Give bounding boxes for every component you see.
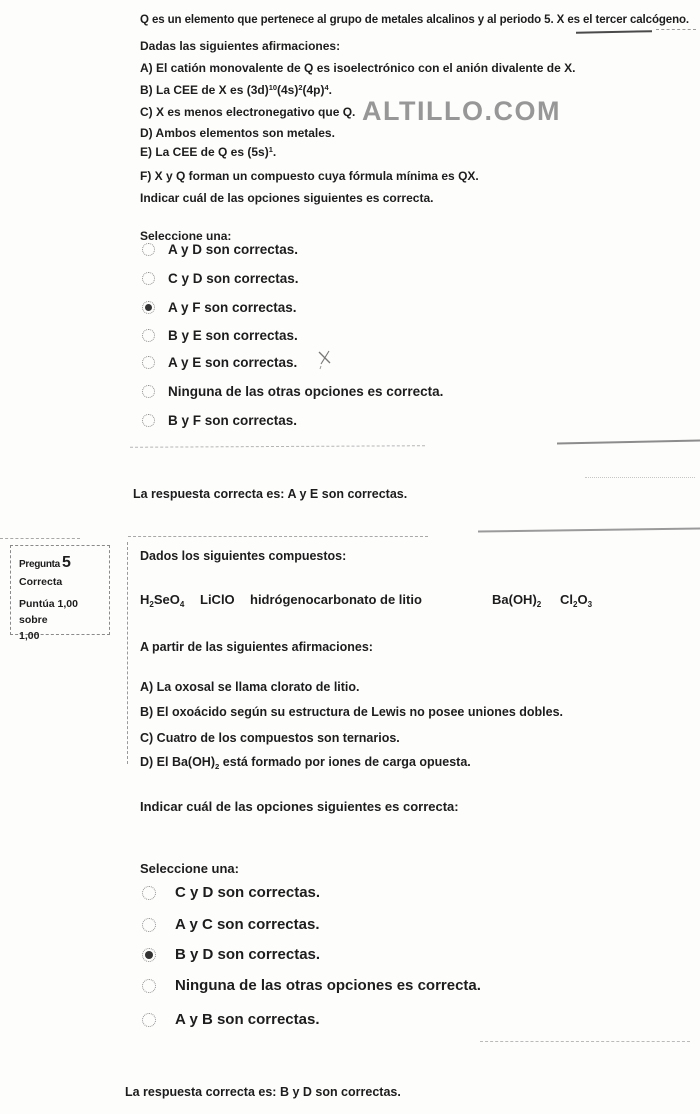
separator-line	[130, 445, 425, 448]
statement-d: D) El $Ba(OH)_2$ está formado por iones de carga opuesta.	[140, 755, 471, 771]
question-word: Pregunta	[19, 559, 60, 570]
question4-intro-text: Q es un elemento que pertenece al grupo de metales alcalinos y al periodo 5. X es el tercer calcógeno.	[140, 14, 690, 26]
compound-formula: hidrógenocarbonato de litio	[250, 592, 422, 607]
option-row[interactable]	[142, 384, 443, 399]
score-line1: Puntúa 1,00 sobre	[19, 598, 78, 626]
option-label: A y C son correctas.	[175, 916, 320, 933]
option-label: B y D son correctas.	[175, 946, 321, 963]
radio-icon[interactable]	[142, 886, 156, 900]
compound-formula: $Ba(OH)_2$	[492, 592, 542, 609]
pencil-underline-tail-mark	[656, 29, 696, 30]
option-label: C y D son correctas.	[175, 884, 321, 901]
question5-indicar-text: Indicar cuál de las opciones siguientes es correcta:	[140, 799, 459, 814]
statement-f: F) X y Q forman un compuesto cuya fórmula mínima es QX.	[140, 169, 479, 183]
radio-icon[interactable]	[142, 385, 155, 398]
option-row[interactable]	[142, 328, 298, 343]
option-row[interactable]	[142, 977, 481, 994]
radio-icon[interactable]	[142, 272, 155, 285]
option-row[interactable]	[142, 242, 298, 257]
question4-dadas-text: Dadas las siguientes afirmaciones:	[140, 39, 341, 53]
statement-b: B) La CEE de X es $(3d)^{10}(4s)^2(4p)^4$.	[140, 82, 332, 97]
option-label: A y B son correctas.	[175, 1011, 320, 1028]
option-row[interactable]	[142, 1011, 320, 1028]
radio-icon[interactable]	[142, 243, 155, 256]
option-row[interactable]	[142, 271, 299, 286]
question-score-text	[19, 596, 109, 644]
radio-icon[interactable]	[142, 918, 156, 932]
statement-a: A) La oxosal se llama clorato de litio.	[140, 680, 360, 694]
option-row[interactable]	[142, 300, 297, 315]
radio-icon[interactable]	[142, 356, 155, 369]
compound-formula: LiClO	[200, 592, 235, 607]
question4-correct-answer-text: La respuesta correcta es: A y E son correctas.	[133, 487, 408, 501]
handwritten-x-mark	[316, 349, 334, 371]
option-label: A y D son correctas.	[168, 242, 299, 257]
separator-line	[128, 536, 428, 537]
compound-formula: $H_2SeO_4$	[140, 592, 185, 609]
radio-icon[interactable]	[142, 979, 156, 993]
radio-icon[interactable]	[142, 1013, 156, 1027]
option-row[interactable]	[142, 355, 297, 370]
pencil-underline-mark	[576, 30, 652, 34]
separator-line	[478, 527, 700, 532]
separator-line	[557, 440, 700, 445]
option-row[interactable]	[142, 946, 320, 963]
sidebar-divider-line	[127, 542, 128, 764]
question5-info-box	[10, 545, 110, 642]
statement-e: E) La CEE de Q es $(5s)^1$.	[140, 144, 277, 159]
question5-seleccione-label: Seleccione una:	[140, 861, 239, 876]
question5-intro-text: Dados los siguientes compuestos:	[140, 549, 347, 563]
option-label: C y D son correctas.	[168, 271, 299, 286]
statement-d: D) Ambos elementos son metales.	[140, 126, 335, 140]
question5-apartir-text: A partir de las siguientes afirmaciones:	[140, 640, 373, 654]
option-row[interactable]	[142, 413, 297, 428]
question-status-badge: Correcta	[19, 576, 63, 588]
compound-formula: $Cl_2O_3$	[560, 592, 593, 609]
separator-line	[480, 1041, 690, 1042]
separator-line	[0, 538, 80, 539]
radio-icon[interactable]	[142, 948, 156, 962]
option-row[interactable]	[142, 916, 320, 933]
score-line2: 1,00	[19, 630, 40, 642]
statement-c: C) X es menos electronegativo que Q.	[140, 105, 356, 119]
option-row[interactable]	[142, 884, 320, 901]
option-label: Ninguna de las otras opciones es correcta.	[175, 977, 481, 994]
question5-correct-answer-text: La respuesta correcta es: B y D son correctas.	[125, 1085, 401, 1099]
statement-a: A) El catión monovalente de Q es isoelectrónico con el anión divalente de X.	[140, 61, 576, 75]
radio-icon[interactable]	[142, 301, 155, 314]
question-number-label	[19, 554, 71, 572]
radio-icon[interactable]	[142, 414, 155, 427]
statement-c: C) Cuatro de los compuestos son ternarios.	[140, 731, 400, 745]
statement-b: B) El oxoácido según su estructura de Lewis no posee uniones dobles.	[140, 705, 563, 719]
question4-indicar-text: Indicar cuál de las opciones siguientes es correcta.	[140, 191, 434, 205]
option-label: B y F son correctas.	[168, 413, 298, 428]
radio-icon[interactable]	[142, 329, 155, 342]
question4-seleccione-label: Seleccione una:	[140, 229, 232, 243]
option-label: A y E son correctas.	[168, 355, 298, 370]
separator-line	[585, 477, 695, 478]
option-label: A y F son correctas.	[168, 300, 297, 315]
option-label: Ninguna de las otras opciones es correcta.	[168, 384, 444, 399]
option-label: B y E son correctas.	[168, 328, 298, 343]
altillo-watermark: ALTILLO.COM	[362, 96, 561, 126]
question-number: 5	[61, 554, 71, 571]
